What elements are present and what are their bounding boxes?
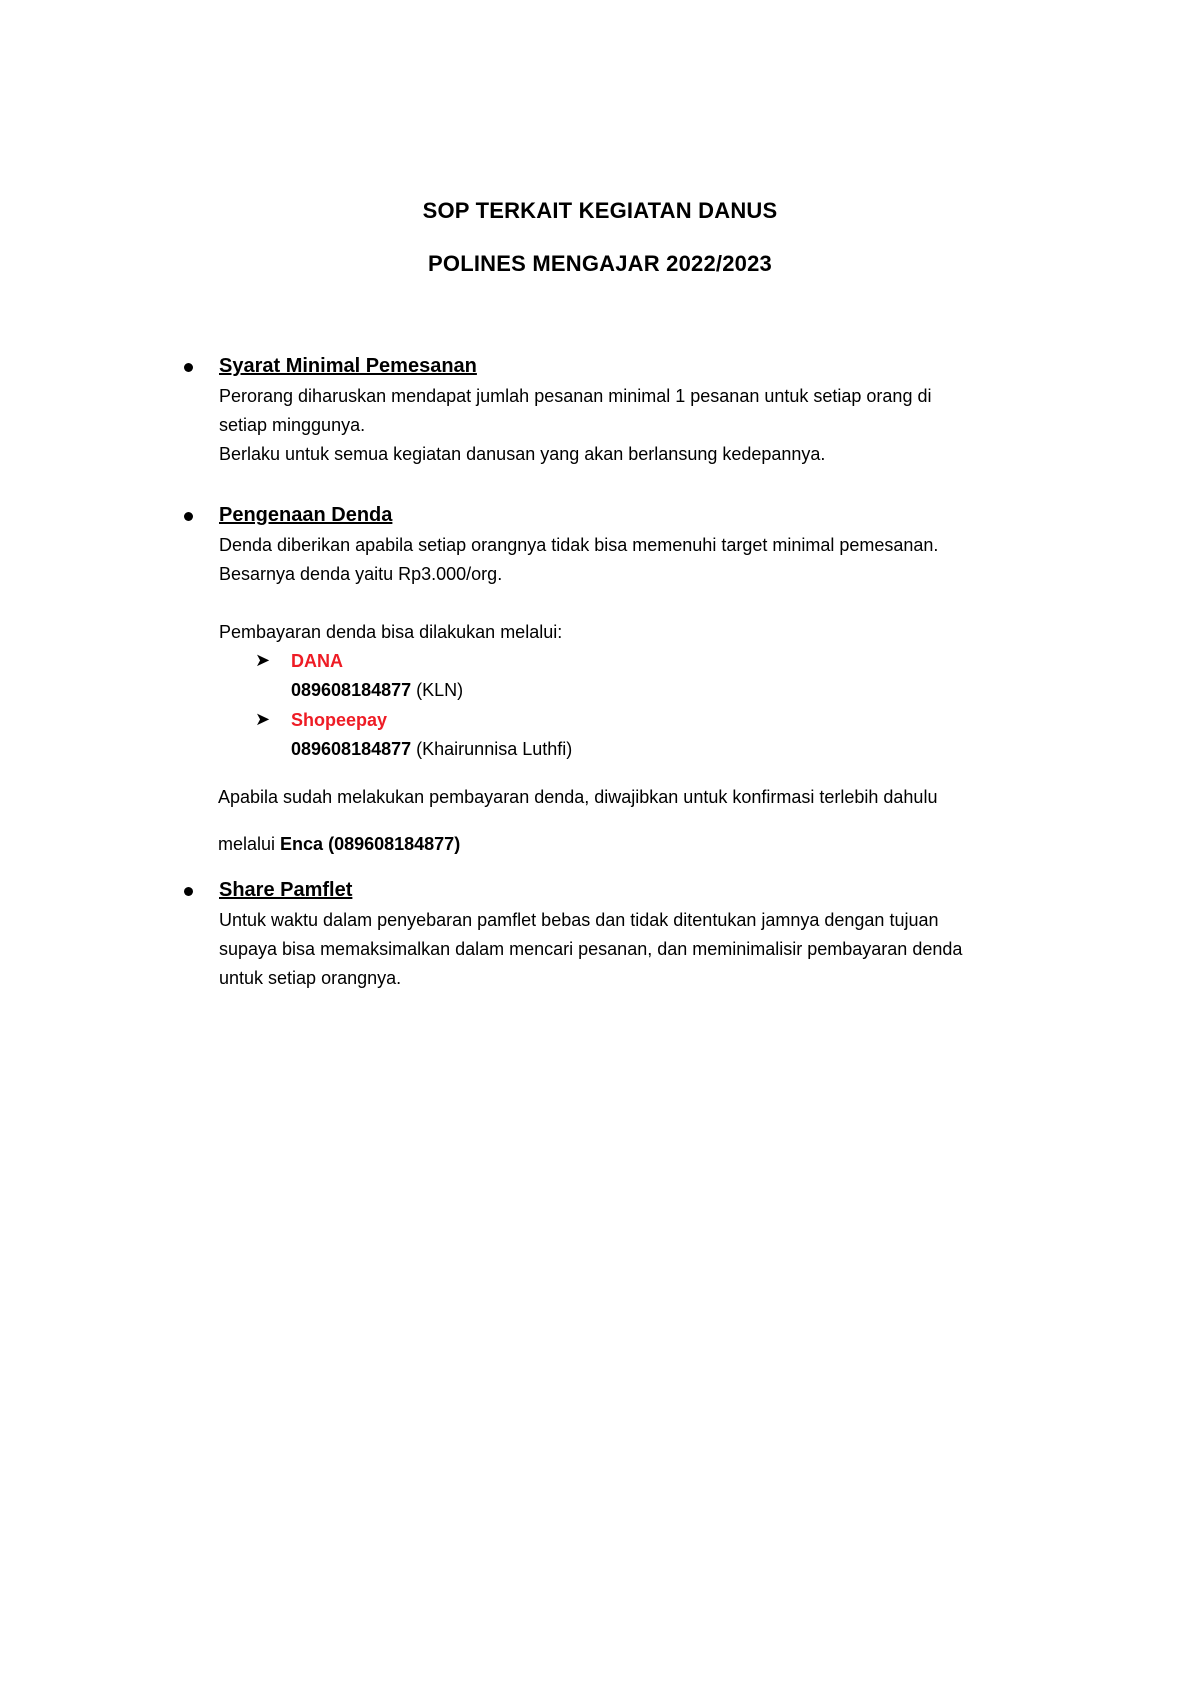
paragraph-line: untuk setiap orangnya. [219, 968, 402, 988]
paragraph-line: Perorang diharuskan mendapat jumlah pesanan minimal 1 pesanan untuk setiap orang di [219, 386, 932, 406]
paragraph-line: Untuk waktu dalam penyebaran pamflet bebas dan tidak ditentukan jamnya dengan tujuan [219, 910, 939, 930]
payment-method-dana: DANA [291, 651, 343, 671]
paragraph-line: Besarnya denda yaitu Rp3.000/org. [219, 564, 503, 584]
paragraph-line: Denda diberikan apabila setiap orangnya tidak bisa memenuhi target minimal pemesanan. [219, 535, 939, 555]
section-heading-share: Share Pamflet [219, 879, 353, 901]
account-number: 089608184877 [291, 739, 412, 759]
payment-method-shopeepay: Shopeepay [291, 710, 388, 730]
account-holder: (KLN) [416, 680, 464, 700]
account-number: 089608184877 [291, 680, 412, 700]
paragraph-line: supaya bisa memaksimalkan dalam mencari pesanan, dan meminimalisir pembayaran denda [219, 939, 963, 959]
confirm-contact: Enca (089608184877) [280, 834, 461, 854]
section-heading-syarat: Syarat Minimal Pemesanan [219, 355, 477, 377]
document-subtitle: POLINES MENGAJAR 2022/2023 [428, 251, 772, 276]
section-heading-denda: Pengenaan Denda [219, 504, 393, 526]
paragraph-line: setiap minggunya. [219, 415, 366, 435]
account-holder: (Khairunnisa Luthfi) [416, 739, 573, 759]
arrow-bullet-icon: ➤ [255, 709, 271, 729]
bullet-icon [184, 363, 193, 372]
payment-account-shopeepay [291, 739, 572, 760]
confirm-prefix: melalui [218, 834, 276, 854]
arrow-bullet-icon: ➤ [255, 650, 271, 670]
paragraph-line: Pembayaran denda bisa dilakukan melalui: [219, 622, 563, 642]
payment-account-dana [291, 680, 463, 701]
bullet-icon [184, 512, 193, 521]
document-title: SOP TERKAIT KEGIATAN DANUS [422, 198, 778, 223]
paragraph-line: Berlaku untuk semua kegiatan danusan yang akan berlansung kedepannya. [219, 444, 826, 464]
confirmation-contact-line [218, 834, 460, 855]
paragraph-line: Apabila sudah melakukan pembayaran denda, diwajibkan untuk konfirmasi terlebih dahulu [218, 787, 938, 807]
bullet-icon [184, 887, 193, 896]
